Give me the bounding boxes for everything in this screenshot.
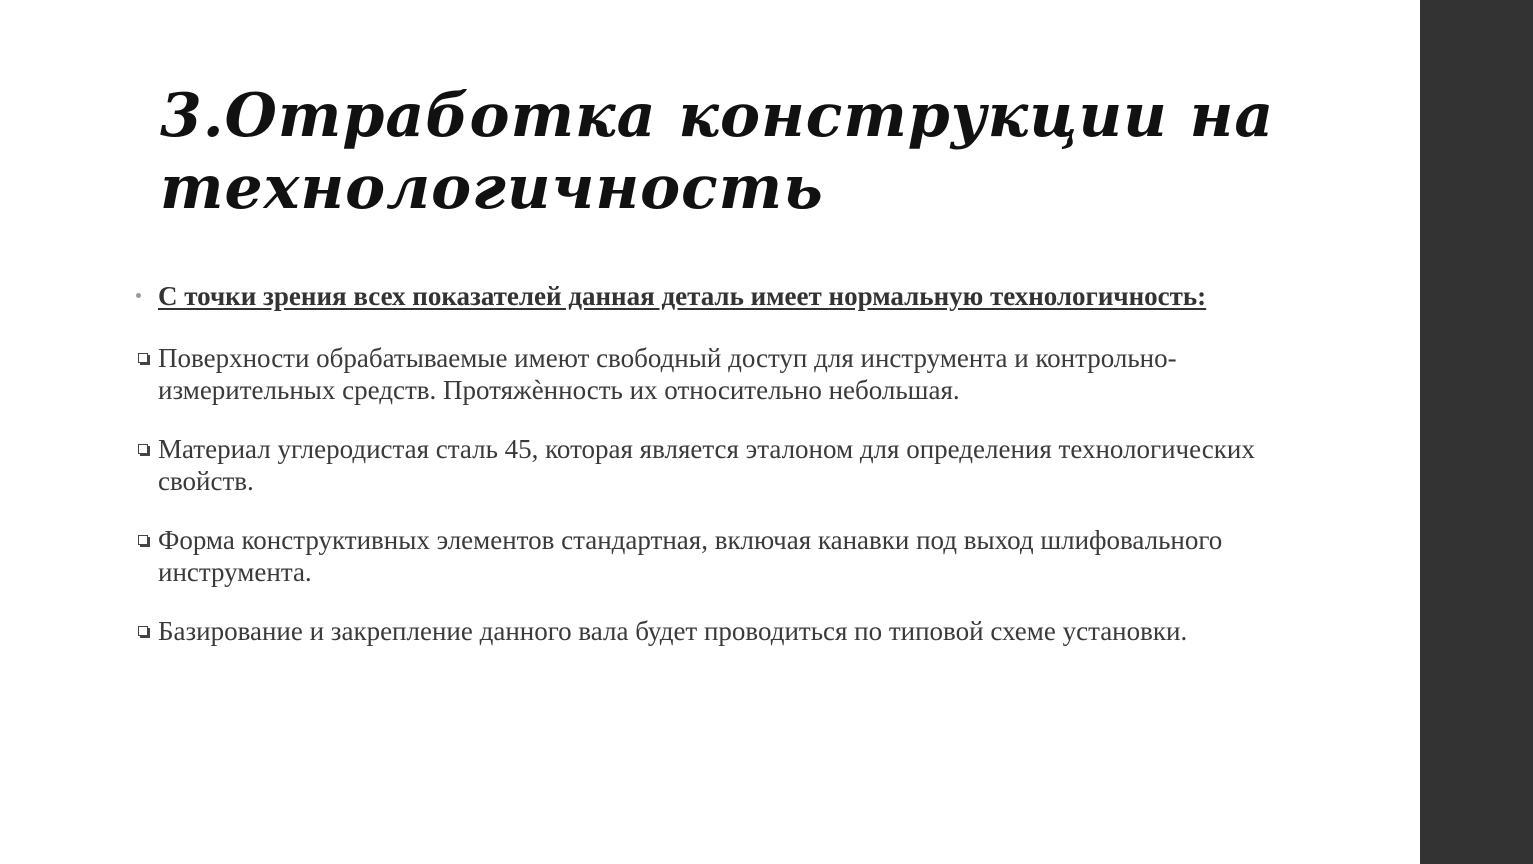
square-bullet-icon <box>138 535 148 545</box>
side-band <box>1420 0 1533 864</box>
slide-title-line-2: технологичность <box>160 153 824 223</box>
list-item-text: Базирование и закрепление данного вала будет проводиться по типовой схеме установки. <box>158 616 1188 646</box>
square-bullet-icon <box>138 626 148 636</box>
list-item <box>132 524 1352 588</box>
square-bullet-icon <box>138 353 148 363</box>
list-item <box>132 615 1352 647</box>
list-item <box>132 342 1352 406</box>
square-bullet-icon <box>138 444 148 454</box>
list-item <box>132 433 1352 497</box>
slide-content <box>132 280 1352 674</box>
lead-bullet-item <box>132 280 1352 312</box>
list-item-text: Поверхности обрабатываемые имеют свободный доступ для инструмента и контрольно-измерительных средств. Протяжѐнность их относительно небольшая. <box>158 343 1177 405</box>
list-item-text: Материал углеродистая сталь 45, которая является эталоном для определения технологических свойств. <box>158 434 1255 496</box>
slide-title <box>160 80 1360 224</box>
dot-bullet-icon <box>136 293 141 298</box>
slide-title-line-1: 3.Отработка конструкции на <box>160 81 1275 151</box>
list-item-text: Форма конструктивных элементов стандартная, включая канавки под выход шлифовального инструмента. <box>158 525 1223 587</box>
lead-text: С точки зрения всех показателей данная деталь имеет нормальную технологичность: <box>158 281 1207 311</box>
